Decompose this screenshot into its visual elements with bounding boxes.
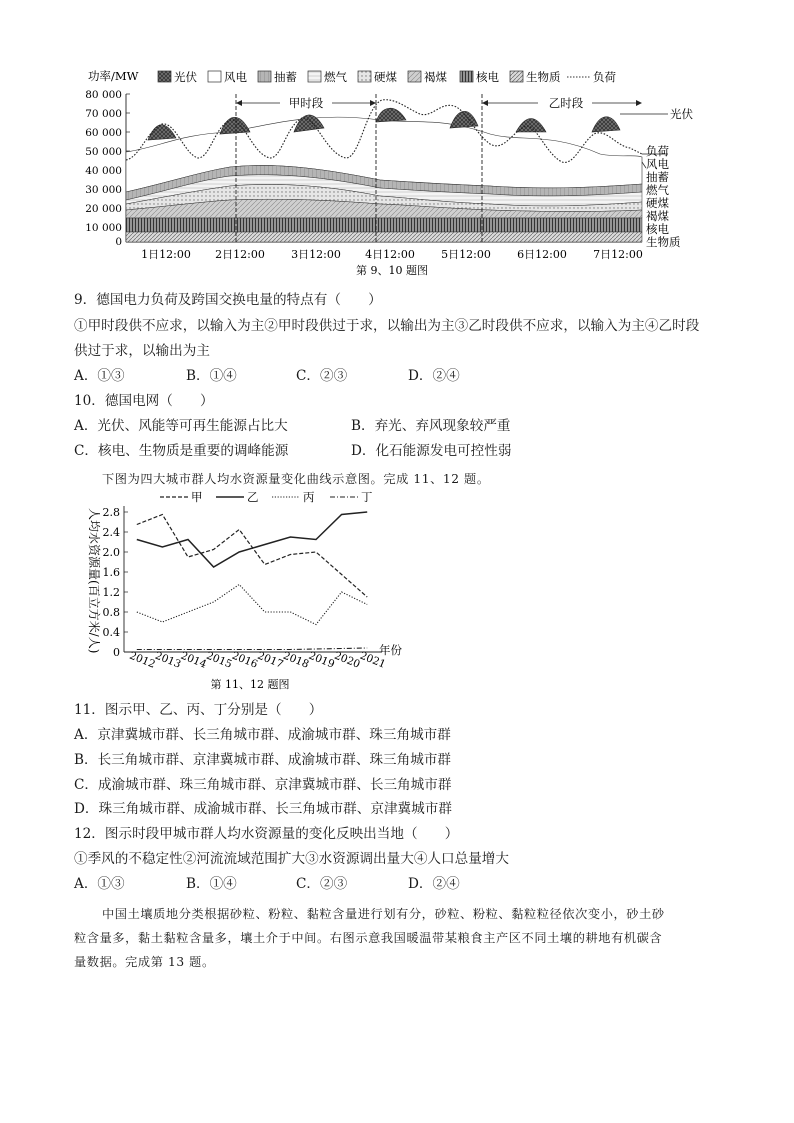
water-ytick: 2.0	[102, 546, 120, 559]
solar-peak-7	[592, 117, 620, 132]
water-xtick: 2013	[153, 649, 183, 671]
right-label-biomass: 生物质	[646, 235, 681, 249]
intro-q13-line3: 量数据。完成第 13 题。	[74, 955, 215, 969]
q12-option-d[interactable]: D．②④	[408, 876, 460, 892]
q9-stem: 9．德国电力负荷及跨国交换电量的特点有（ ）	[74, 292, 382, 308]
right-label-pumped: 抽蓄	[646, 170, 669, 184]
figure-power	[80, 62, 720, 284]
legend-swatch-wind	[208, 71, 221, 82]
right-label-load: 负荷	[646, 144, 669, 158]
q9-option-c[interactable]: C．②③	[296, 368, 348, 384]
q10-option-a[interactable]: A．光伏、风能等可再生能源占比大	[74, 418, 288, 434]
water-xtick: 2012	[127, 649, 157, 671]
area-nuclear	[126, 218, 642, 232]
water-legend-label-4: 丁	[361, 490, 373, 504]
legend-hardcoal: 硬煤	[374, 70, 397, 84]
xtick-7: 7日12:00	[593, 248, 643, 261]
legend-swatch-solar	[158, 71, 171, 82]
xtick-5: 5日12:00	[441, 248, 491, 261]
area-biomass	[126, 232, 642, 242]
ytick-20000: 20 000	[85, 203, 122, 215]
water-series-line-1	[137, 515, 367, 598]
water-xtick: 2021	[358, 649, 388, 671]
q12-line1: ①季风的不稳定性②河流流域范围扩大③水资源调出量大④人口总量增大	[74, 851, 509, 867]
legend-swatch-pumped	[258, 71, 271, 82]
water-series-line-2	[137, 512, 367, 567]
q10-stem: 10．德国电网（ ）	[74, 393, 214, 409]
water-series-line-3	[137, 585, 367, 625]
water-xtick: 2015	[204, 649, 234, 671]
water-ytick: 0.8	[102, 606, 120, 619]
q10-option-d[interactable]: D．化石能源发电可控性弱	[351, 443, 512, 459]
right-label-lignite: 褐煤	[646, 209, 669, 223]
water-xtick: 2016	[230, 649, 260, 671]
legend-swatch-biomass	[510, 71, 523, 82]
period-b-label: 乙时段	[548, 96, 584, 110]
water-legend-label-3: 丙	[303, 490, 315, 504]
legend-pumped: 抽蓄	[274, 70, 297, 84]
water-xlabel: 年份	[379, 643, 402, 657]
water-xtick: 2017	[255, 649, 285, 671]
water-chart-svg	[80, 486, 410, 692]
ytick-80000: 80 000	[85, 89, 122, 101]
figure-water	[80, 486, 410, 692]
y-ticks	[85, 89, 122, 248]
q11-option-d[interactable]: D．珠三角城市群、成渝城市群、长三角城市群、京津冀城市群	[74, 801, 452, 817]
water-ytick: 2.8	[102, 506, 120, 519]
water-xticks	[128, 650, 388, 671]
right-label-hardcoal: 硬煤	[646, 196, 669, 210]
legend-gas: 燃气	[324, 70, 347, 84]
q11-option-a[interactable]: A．京津冀城市群、长三角城市群、成渝城市群、珠三角城市群	[74, 727, 451, 743]
q12-option-a[interactable]: A．①③	[74, 876, 125, 892]
water-axes	[124, 506, 382, 652]
solar-peak-4	[376, 108, 406, 122]
legend-solar: 光伏	[174, 70, 197, 84]
figure1-caption: 第 9、10 题图	[356, 264, 428, 277]
right-label-nuclear: 核电	[646, 222, 669, 236]
q9-option-d[interactable]: D．②④	[408, 368, 460, 384]
q11-option-c[interactable]: C．成渝城市群、珠三角城市群、京津冀城市群、长三角城市群	[74, 777, 452, 793]
water-xtick: 2018	[281, 649, 311, 671]
water-ytick: 0.4	[102, 626, 120, 639]
power-chart-svg	[80, 62, 720, 284]
legend-swatch-lignite	[408, 71, 421, 82]
legend-nuclear: 核电	[476, 70, 499, 84]
intro-q13-line1: 中国土壤质地分类根据砂粒、粉粒、黏粒含量进行划有分，砂粒、粉粒、黏粒粒径依次变小，砂土砂	[102, 907, 665, 921]
water-ytick: 2.4	[102, 526, 120, 539]
power-stack	[126, 108, 642, 242]
water-xtick: 2014	[178, 649, 209, 671]
y-axis-title: 功率/MW	[88, 69, 139, 83]
xtick-2: 2日12:00	[215, 248, 265, 261]
xtick-6: 6日12:00	[517, 248, 567, 261]
ytick-60000: 60 000	[85, 127, 122, 139]
right-label-gas: 燃气	[646, 183, 669, 197]
legend-wind: 风电	[224, 70, 247, 84]
intro-q11-12: 下图为四大城市群人均水资源量变化曲线示意图。完成 11、12 题。	[102, 472, 490, 486]
ytick-10000: 10 000	[85, 222, 122, 234]
q12-option-c[interactable]: C．②③	[296, 876, 348, 892]
ytick-70000: 70 000	[85, 108, 122, 120]
q9-option-b[interactable]: B．①④	[186, 368, 237, 384]
water-caption: 第 11、12 题图	[210, 678, 290, 691]
water-legend-label-2: 乙	[247, 490, 259, 504]
legend-swatch-nuclear	[460, 71, 473, 82]
water-ytick: 0	[113, 646, 120, 659]
q9-line2: 供过于求，以输出为主	[74, 343, 210, 359]
ytick-0: 0	[115, 236, 122, 248]
water-series-line-4	[137, 648, 367, 650]
q12-option-b[interactable]: B．①④	[186, 876, 237, 892]
ytick-40000: 40 000	[85, 165, 122, 177]
water-legend	[160, 490, 373, 504]
ytick-30000: 30 000	[85, 184, 122, 196]
ytick-50000: 50 000	[85, 146, 122, 158]
water-series	[137, 512, 367, 650]
q9-option-a[interactable]: A．①③	[74, 368, 125, 384]
legend-lignite: 褐煤	[424, 70, 447, 84]
xtick-4: 4日12:00	[365, 248, 415, 261]
xtick-1: 1日12:00	[141, 248, 191, 261]
intro-q13-line2: 粒含量多，黏土黏粒含量多，壤土介于中间。右图示意我国暖温带某粮食主产区不同土壤的耕地有机碳含	[74, 931, 663, 945]
q9-line1: ①甲时段供不应求，以输入为主②甲时段供过于求，以输出为主③乙时段供不应求，以输入为主④乙时段	[74, 318, 700, 334]
q12-stem: 12．图示时段甲城市群人均水资源量的变化反映出当地（ ）	[74, 826, 459, 842]
q11-option-b[interactable]: B．长三角城市群、京津冀城市群、成渝城市群、珠三角城市群	[74, 752, 452, 768]
q11-stem: 11．图示甲、乙、丙、丁分别是（ ）	[74, 702, 323, 718]
water-xtick: 2020	[332, 649, 362, 671]
solar-peak-6	[516, 119, 546, 133]
legend	[158, 70, 616, 84]
right-label-wind: 风电	[646, 157, 669, 171]
xtick-3: 3日12:00	[291, 248, 341, 261]
water-ytick: 1.2	[102, 586, 120, 599]
legend-swatch-hardcoal	[358, 71, 371, 82]
legend-load: 负荷	[593, 70, 616, 84]
water-ytick: 1.6	[102, 566, 120, 579]
x-ticks	[141, 248, 643, 261]
legend-swatch-gas	[308, 71, 321, 82]
period-a-label: 甲时段	[288, 96, 324, 110]
q10-option-b[interactable]: B．弃光、弃风现象较严重	[351, 418, 511, 434]
water-xtick: 2019	[306, 649, 337, 671]
legend-biomass: 生物质	[526, 70, 561, 84]
right-label-solar: 光伏	[670, 107, 693, 121]
water-legend-label-1: 甲	[191, 490, 203, 504]
solar-peak-5	[450, 111, 478, 128]
q10-option-c[interactable]: C．核电、生物质是重要的调峰能源	[74, 443, 289, 459]
water-ylabel: 人均水资源量(百立方米/人)	[87, 508, 101, 654]
